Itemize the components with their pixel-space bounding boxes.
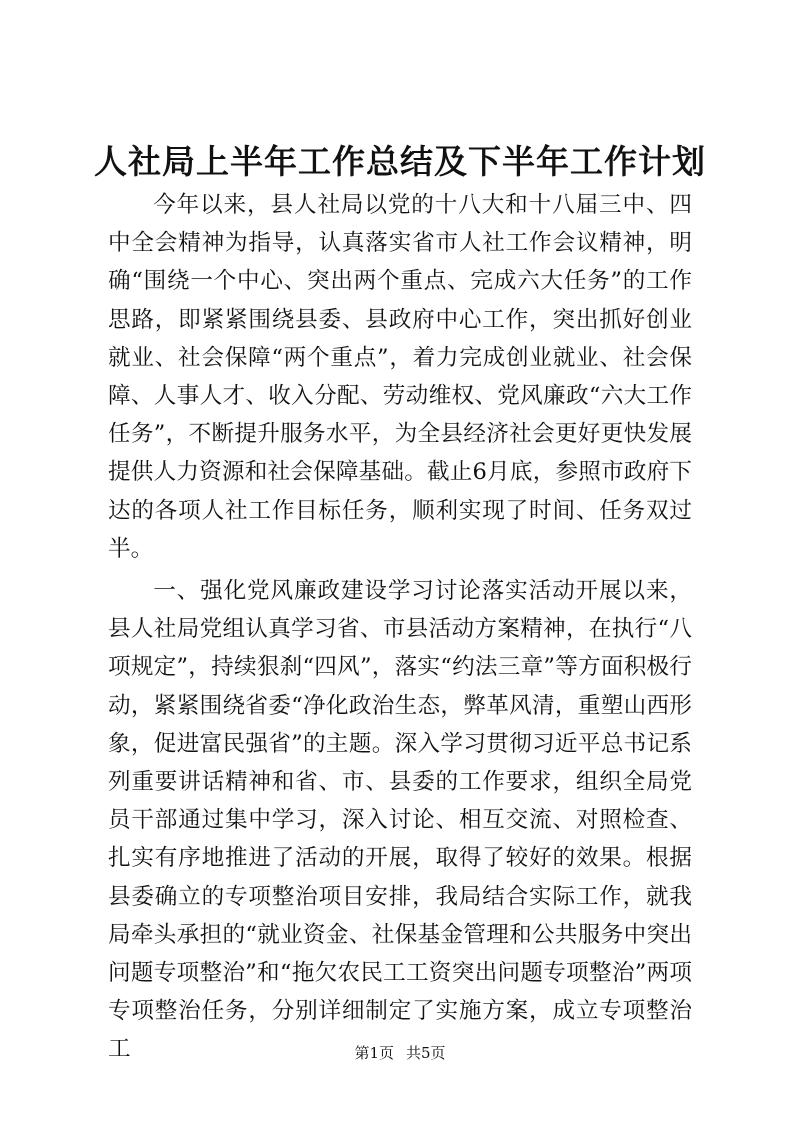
paragraph-section-1: 一、强化党风廉政建设学习讨论落实活动开展以来，县人社局党组认真学习省、市县活动方案精神，在执行“八项规定”，持续狠刹“四风”，落实“约法三章”等方面积极行动，紧紧围绕省委“净化政治生态，弊革风清，重塑山西形象，促进富民强省”的主题。深入学习贯彻习近平总书记系列重要讲话精神和省、市、县委的工作要求，组织全局党员干部通过集中学习，深入讨论、相互交流、对照检查、扎实有序地推进了活动的开展，取得了较好的效果。根据县委确立的专项整治项目安排，我局结合实际工作，就我局牵头承担的“就业资金、社保基金管理和公共服务中突出问题专项整治”和“拖欠农民工工资突出问题专项整治”两项专项整治任务，分别详细制定了实施方案，成立专项整治工 xyxy=(108,578,692,1063)
document-title: 人社局上半年工作总结及下半年工作计划 xyxy=(94,142,706,181)
page-footer xyxy=(0,1042,800,1064)
page-total: 共5页 xyxy=(406,1044,446,1062)
document-body xyxy=(108,186,692,1073)
page-number: 第1页 xyxy=(354,1044,394,1062)
paragraph-intro: 今年以来，县人社局以党的十八大和十八届三中、四中全会精神为指导，认真落实省市人社工作会议精神，明确“围绕一个中心、突出两个重点、完成六大任务”的工作思路，即紧紧围绕县委、县政府中心工作，突出抓好创业就业、社会保障“两个重点”，着力完成创业就业、社会保障、人事人才、收入分配、劳动维权、党风廉政“六大工作任务”，不断提升服务水平，为全县经济社会更好更快发展提供人力资源和社会保障基础。截止6月底，参照市政府下达的各项人社工作目标任务，顺利实现了时间、任务双过半。 xyxy=(108,192,692,562)
